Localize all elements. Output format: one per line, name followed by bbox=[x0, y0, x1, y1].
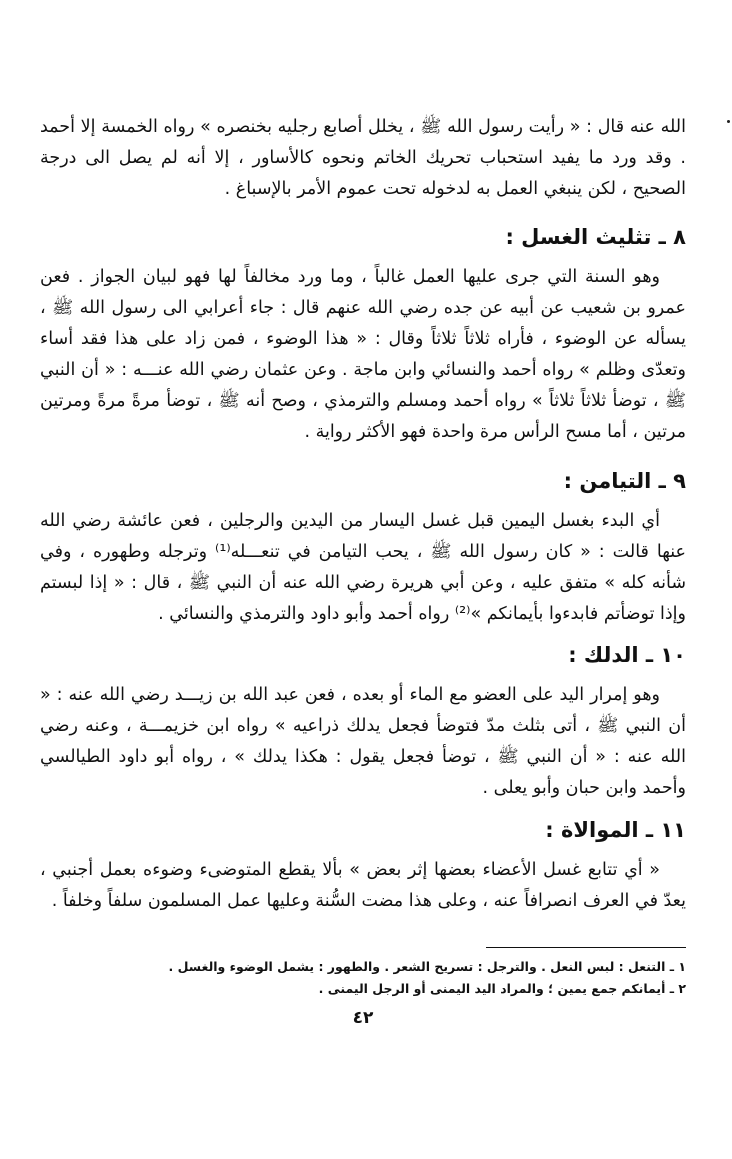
footnote-1: ١ ـ التنعل : لبس النعل . والترجل : تسريح الشعر . والطهور : يشمل الوضوء والغسل . bbox=[168, 959, 686, 974]
page-number: ٤٢ bbox=[352, 1008, 374, 1028]
section-10-title: ١٠ ـ الدلك : bbox=[568, 643, 686, 667]
section-9-paragraph: أي البدء بغسل اليمين قبل غسل اليسار من اليدين والرجلين ، فعن عائشة رضي الله عنها قالت : « كان رسول الله ﷺ ، يحب التيامن في تنعـــله⁽¹⁾ وترجله وطهوره ، وفي شأنه كله » متفق عليه ، وعن أبي هريرة رضي الله عنه أن النبي ﷺ ، قال : « إذا لبستم وإذا توضأتم فابدءوا بأيمانكم »⁽²⁾ رواه أحمد وأبو داود والترمذي والنسائي . bbox=[40, 511, 686, 624]
section-10-paragraph: وهو إمرار اليد على العضو مع الماء أو بعده ، فعن عبد الله بن زيـــد رضي الله عنه : « أن النبي ﷺ ، أتى بثلث مدّ فتوضأ فجعل يدلك ذراعيه » رواه ابن خزيمـــة ، وعنه رضي الله عنه : « أن النبي ﷺ ، توضأ فجعل يقول : هكذا يدلك » ، رواه أبو داود الطيالسي وأحمد وابن حبان وأبو يعلى . bbox=[40, 685, 686, 798]
section-8-paragraph: وهو السنة التي جرى عليها العمل غالباً ، وما ورد مخالفاً لها فهو لبيان الجواز . فعن عمرو بن شعيب عن أبيه عن جده رضي الله عنهم قال : جاء أعرابي الى رسول الله ﷺ ، يسأله عن الوضوء ، فأراه ثلاثاً ثلاثاً وقال : « هذا الوضوء ، فمن زاد على هذا فقد أساء وتعدّى وظلم » رواه أحمد والنسائي وابن ماجة . وعن عثمان رضي الله عنـــه : « أن النبي ﷺ ، توضأ ثلاثاً ثلاثاً » رواه أحمد ومسلم والترمذي ، وصح أنه ﷺ ، توضأ مرةً مرةً ومرتين مرتين ، أما مسح الرأس مرة واحدة فهو الأكثر رواية . bbox=[40, 267, 686, 442]
footnote-divider bbox=[486, 947, 686, 948]
section-11-title: ١١ ـ الموالاة : bbox=[545, 818, 686, 842]
footnote-2: ٢ ـ أيمانكم جمع يمين ؛ والمراد اليد اليمنى أو الرجل اليمنى . bbox=[318, 981, 686, 996]
book-page bbox=[40, 112, 686, 1028]
section-11-paragraph: « أي تتابع غسل الأعضاء بعضها إثر بعض » بألا يقطع المتوضىء وضوءه بعمل أجنبي ، يعدّ في العرف انصرافاً عنه ، وعلى هذا مضت السُّنة وعليها عمل المسلمون سلفاً وخلفاً . bbox=[40, 860, 686, 911]
section-9-title: ٩ ـ التيامن : bbox=[563, 469, 686, 493]
margin-mark bbox=[727, 120, 730, 123]
section-8-title: ٨ ـ تثليث الغسل : bbox=[505, 225, 686, 249]
opening-paragraph: الله عنه قال : « رأيت رسول الله ﷺ ، يخلل أصابع رجليه بخنصره » رواه الخمسة إلا أحمد . وقد ورد ما يفيد استحباب تحريك الخاتم ونحوه كالأساور ، إلا أنه لم يصل الى درجة الصحيح ، لكن ينبغي العمل به لدخوله تحت عموم الأمر بالإسباغ . bbox=[40, 117, 686, 199]
